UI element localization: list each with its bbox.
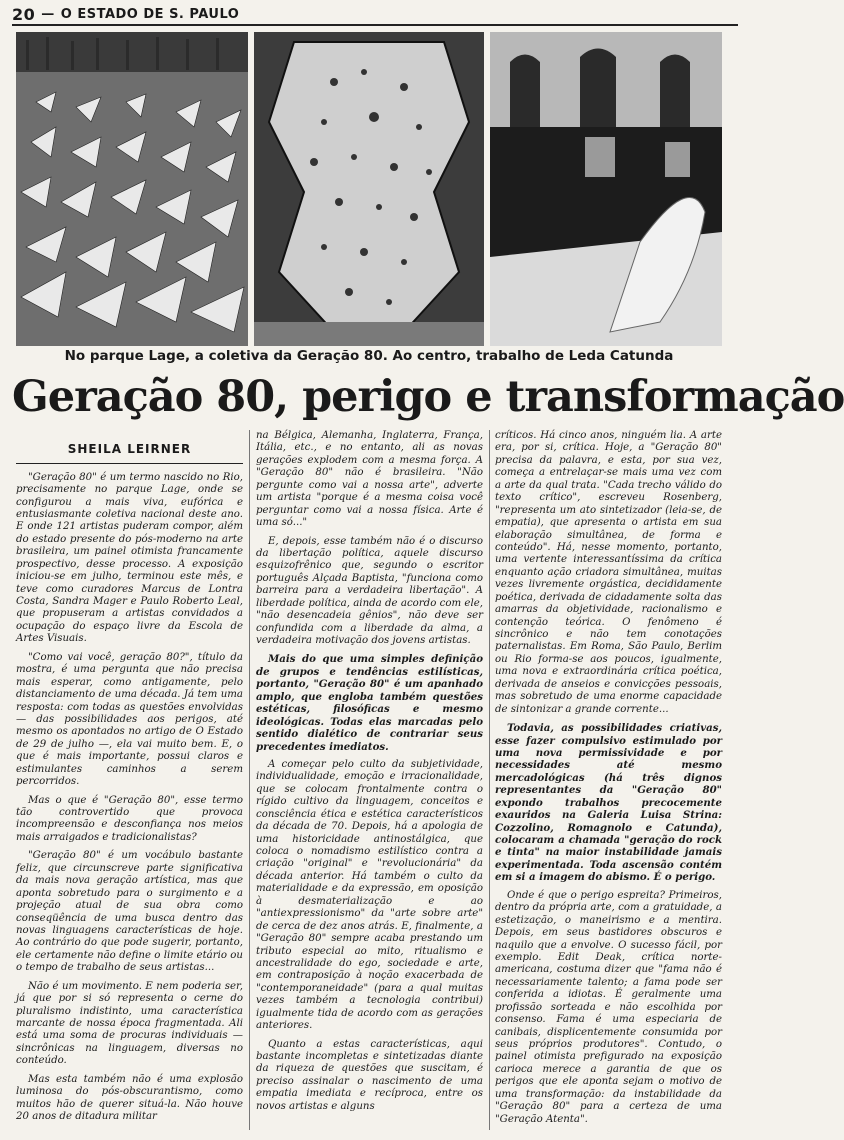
- photo-caption: No parque Lage, a coletiva da Geração 80. Ao centro, trabalho de Leda Catunda: [64, 348, 674, 364]
- paragraph: críticos. Há cinco anos, ninguém lia. A arte era, por si, crítica. Hoje, a "Geração 80" precisa da palavra, e esta, por sua vez, começa a entrelaçar-se mais uma vez com a arte da qual trata. "Cada trecho válido do texto crítico", escreveu Rosenberg, "representa um ato sintetizador (leia-se, de empatia), que apresenta o artista em sua elaboração simultânea, de forma e conteúdo". Há, nesse momento, portanto, uma vertente interessantíssima da crítica enquanto ação criadora simultânea, muitas vezes livremente orgástica, decididamente poética, derivada de cidadamente solta das amarras da objetividade, racionalismo e contenção teórica. O fenômeno é sincrônico e não tem conotações paternalistas. Em Roma, São Paulo, Berlim ou Rio forma-se aos poucos, igualmente, uma nova e extraordinária crítica poética, derivada de anseios e convicções pessoais, mas sobretudo de uma enorme capacidade de sintonizar a grande corrente...: [495, 430, 722, 715]
- article-column-2: [256, 430, 483, 1134]
- photo-parque-lage-pool: [490, 32, 722, 346]
- column-rule: [249, 430, 250, 1130]
- photo-paper-sculptures: [16, 32, 248, 346]
- paragraph: "Geração 80" é um vocábulo bastante feliz, que circunscreve parte significativa da mais nova geração artística, mas que aponta sobretudo para o surgimento e a projeção atual de sua obra como conseqüência de uma busca dentro das novas linguagens características de hoje. Ao contrário do que pode sugerir, portanto, ele certamente não define o limite etário ou o tempo de trabalho de seus artistas...: [16, 850, 243, 974]
- byline: SHEILA LEIRNER: [16, 430, 243, 464]
- paragraph: Mais do que uma simples definição de grupos e tendências estilísticas, portanto, "Geração 80" é um apanhado amplo, que engloba também questões estéticas, filosóficas e mesmo ideológicas. Todas elas marcadas pelo sentido dialético de contrariar seus precedentes imediatos.: [256, 653, 483, 753]
- column-rule: [489, 430, 490, 1130]
- photo-strip: [16, 32, 722, 346]
- paragraph: Não é um movimento. E nem poderia ser, já que por si só representa o cerne do pluralismo indistinto, uma característica marcante de nossa época fragmentada. Ali está uma soma de procuras individuais — sincrônicas na linguagem, diversas no conteúdo.: [16, 980, 243, 1067]
- article-column-3: [495, 430, 722, 1134]
- paragraph: Todavia, as possibilidades criativas, esse fazer compulsivo estimulado por uma nova permissividade e por necessidades até mesmo mercadológicas (há três dignos representantes da "Geração 80" expondo trabalhos precocemente exauridos na Galeria Luisa Strina: Cozzolino, Romagnolo e Catunda), colocaram a chamada "geração do rock e tinta" na maior instabilidade jamais experimentada. Toda ascensão contém em si a imagem do abismo. É o perigo.: [495, 722, 722, 884]
- article-column-1: [16, 430, 243, 1134]
- paragraph: Quanto a estas características, aqui bastante incompletas e sintetizadas diante da riqueza de questões que suscitam, é preciso assinalar o nascimento de uma empatia imediata e recíproca, entre os novos artistas e alguns: [256, 1038, 483, 1112]
- photo-leda-catunda-work: [254, 32, 484, 346]
- paragraph: "Como vai você, geração 80?", título da mostra, é uma pergunta que não precisa mais esperar, como antigamente, pelo distanciamento de uma década. Já tem uma resposta: com todas as questões envolvidas — das possibilidades aos perigos, até mesmo os apontados no artigo de O Estado de 29 de julho —, ela vai muito bem. E, o que é mais importante, possui claros e estimulantes caminhos a serem percorridos.: [16, 651, 243, 788]
- headline: Geração 80, perigo e transformação: [12, 372, 844, 422]
- paragraph: E, depois, esse também não é o discurso da libertação política, aquele discurso esquizofrênico que, segundo o escritor português Alçada Baptista, "funciona como barreira para a verdadeira libertação". A liberdade política, ainda de acordo com ele, "não desencadeia gênios", não deve ser confundida com a liberdade da alma, a verdadeira motivação dos jovens artistas.: [256, 535, 483, 646]
- page-number: 20: [12, 4, 36, 24]
- paragraph: Mas esta também não é uma explosão luminosa do pós-obscurantismo, como muitos hão de querer situá-la. Não houve 20 anos de ditadura militar: [16, 1073, 243, 1123]
- paragraph: Mas o que é "Geração 80", esse termo tão controvertido que provoca incompreensão e desconfiança nos meios mais arraigados e tradicionalistas?: [16, 794, 243, 843]
- article-body: [16, 430, 722, 1136]
- page-header: [12, 4, 738, 26]
- header-dash: —: [41, 6, 55, 22]
- paragraph: Onde é que o perigo espreita? Primeiros, dentro da própria arte, com a gratuidade, a estetização, o maneirismo e a mentira. Depois, em seus bastidores obscuros e naquilo que a envolve. O sucesso fácil, por exemplo. Edit Deak, crítica norte-americana, costuma dizer que "fama não é necessariamente talento; a fama pode ser conferida a idiotas. É geralmente uma profissão sorteada e não escolhida por consenso. Fama é uma especiaria de canibais, displicentemente consumida por seus próprios produtores". Contudo, o painel otimista prefigurado na exposição carioca merece a garantia de que os perigos que ele aponta sejam o motivo de uma transformação: da instabilidade da "Geração 80" para a certeza de uma "Geração Atenta".: [495, 889, 722, 1125]
- paragraph: "Geração 80" é um termo nascido no Rio, precisamente no parque Lage, onde se configurou a mais viva, eufórica e entusiasmante coletiva nacional deste ano. E onde 121 artistas puderam compor, além do estado presente do pós-moderno na arte brasileira, um painel otimista francamente prospectivo, desse processo. A exposição iniciou-se em julho, terminou este mês, e teve como curadores Marcus de Lontra Costa, Sandra Mager e Paulo Roberto Leal, que propuseram a artistas convidados a ocupação do espaço livre da Escola de Artes Visuais.: [16, 471, 243, 645]
- newspaper-name: O ESTADO DE S. PAULO: [60, 6, 240, 22]
- paragraph: na Bélgica, Alemanha, Inglaterra, França, Itália, etc., e no entanto, ali as novas gerações explodem com a mesma força. A "Geração 80" não é brasileira. "Não pergunte como vai a nossa arte", adverte um artista "porque é a mesma coisa você perguntar como vai a nossa física. Arte é uma só...": [256, 430, 483, 529]
- paragraph: A começar pelo culto da subjetividade, individualidade, emoção e irracionalidade, que se colocam frontalmente contra o rígido cultivo da linguagem, conceitos e consciência ética e estética característicos da década de 70. Depois, há a apologia de uma historicidade antinostálgica, que coloca o nomadismo estilístico contra a criação "original" e "revolucionária" da década anterior. Há também o culto da materialidade e da expressão, em oposição à desmaterialização e ao "antiexpressionismo" da "arte sobre arte" de cerca de dez anos atrás. E, finalmente, a "Geração 80" sempre acaba prestando um tributo especial ao mito, ritualismo e ancestralidade do ego, sociedade e arte, em contraposição à noção exacerbada de "contemporaneidade" (para a qual muitas vezes também a tecnologia contribui) igualmente tida de acordo com as gerações anteriores.: [256, 758, 483, 1032]
